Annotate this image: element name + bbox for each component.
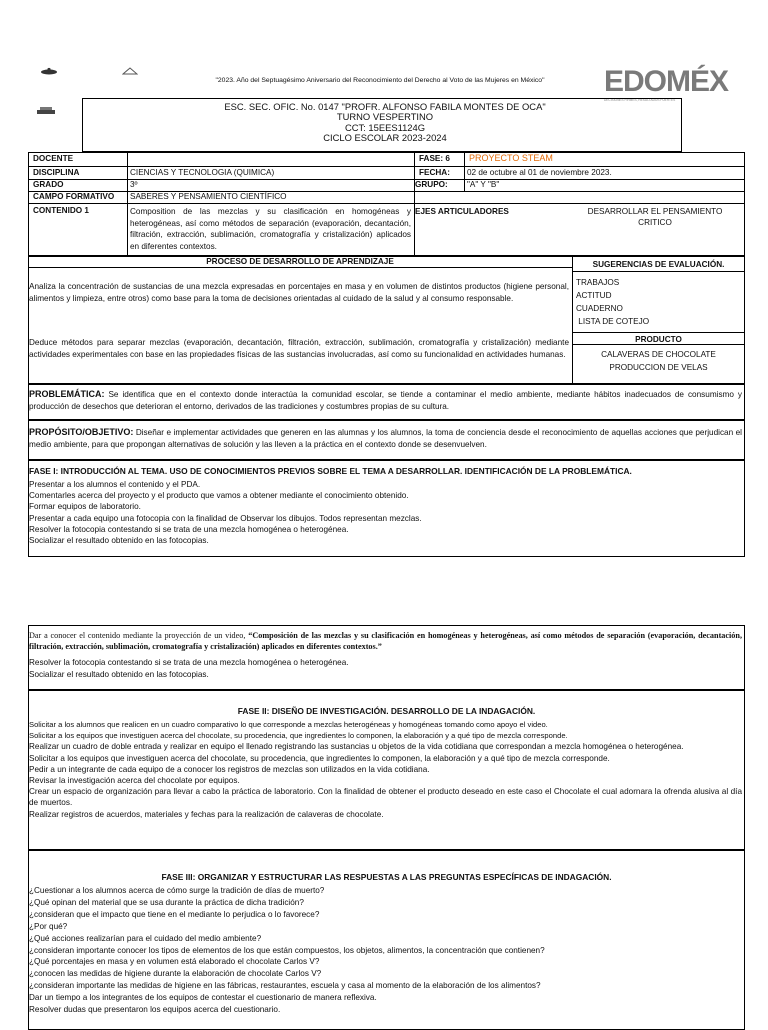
list-item: Revisar la investigación acerca del chocolate por equipos.	[29, 776, 240, 786]
list-item: Socializar el resultado obtenido en las fotocopias.	[29, 670, 209, 679]
school-shift: TURNO VESPERTINO	[336, 111, 434, 123]
list-item: Realizar registros de acuerdos, materiales y fechas para la realización de calaveras de chocolate.	[29, 809, 384, 819]
fase2-title: FASE II: DISEÑO DE INVESTIGACIÓN. DESARROLLO DE LA INDAGACIÓN.	[237, 706, 536, 716]
video-intro: Dar a conocer el contenido mediante la proyección de un video,	[29, 631, 249, 640]
fase3-list	[29, 885, 742, 1016]
contenido-label: CONTENIDO 1	[33, 206, 89, 215]
grado-value: 3º	[130, 180, 138, 189]
list-item: Comentarles acerca del proyecto y el producto que vamos a obtener mediante el conocimiento obtenido.	[29, 491, 409, 501]
fase1-title: FASE I: INTRODUCCIÓN AL TEMA. USO DE CONOCIMIENTOS PREVIOS SOBRE EL TEMA A DESARROLLAR. IDENTIFICACIÓN DE LA PROBLEMÁTICA.	[29, 466, 632, 476]
list-item: Socializar el resultado obtenido en las fotocopias.	[29, 536, 209, 546]
fase-label: FASE: 6	[419, 154, 450, 163]
list-item: Presentar a los alumnos el contenido y el PDA.	[29, 480, 201, 489]
docente-label: DOCENTE	[33, 154, 74, 163]
eagle-emblem-icon	[40, 62, 58, 70]
evaluacion-list	[576, 276, 741, 328]
school-name: ESC. SEC. OFIC. No. 0147 "PROFR. ALFONSO FABILA MONTES DE OCA"	[224, 101, 546, 112]
disciplina-label: DISCIPLINA	[33, 168, 80, 177]
continuation-list	[29, 657, 742, 681]
contenido-value: Composition de las mezclas y su clasificación en homogéneas y heterogéneas, así como métodos de separación (evaporación, decantación, filtración, extracción, sublimación, cromatografía y cristalización) aplicados en diferentes contextos.	[130, 207, 411, 251]
list-item: Resolver la fotocopia contestando si se trata de una mezcla homogénea o heterogénea.	[29, 658, 349, 667]
proposito-body: Diseñar e implementar actividades que generen en las alumnas y los alumnos, la toma de conciencia desde el reconocimiento de aquellas acciones que perjudican el medio ambiente, para que propongan alternativas de solución y las lleven a la práctica en el contexto donde se desenvuelven.	[29, 428, 742, 449]
disciplina-value: CIENCIAS Y TECNOLOGIA (QUIMICA)	[130, 168, 275, 177]
ejes-label: EJES ARTICULADORES	[415, 207, 509, 216]
producto-title: PRODUCTO	[635, 335, 682, 344]
list-item: ¿consideran que el impacto que tiene en el mediante lo perjudica o lo favorece?	[29, 909, 320, 919]
video-title: “Composición de las mezclas y su clasificación en homogéneas y heterogéneas, así como métodos de separación (evaporación, decantación, filtración, extracción, sublimación, cromatografía y cristalización) aplicados en diferentes contextos.”	[29, 631, 743, 652]
proyecto-steam: PROYECTO STEAM	[469, 153, 553, 163]
problematica-label: PROBLEMÁTICA:	[29, 389, 105, 399]
evaluacion-item: LISTA DE COTEJO	[576, 317, 650, 326]
producto-item: CALAVERAS DE CHOCOLATE	[601, 350, 716, 359]
list-item: ¿conocen las medidas de higiene durante la elaboración de chocolate Carlos V?	[29, 969, 322, 979]
fase3-title: FASE III: ORGANIZAR Y ESTRUCTURAR LAS RESPUESTAS A LAS PREGUNTAS ESPECÍFICAS DE INDAGACIÓN.	[161, 872, 612, 882]
list-item: Solicitar a los equipos que investiguen acerca del chocolate, su procedencia, que ingredientes lo componen, la elaboración y a qué tipo de mezcla corresponde.	[29, 753, 610, 763]
school-cct: CCT: 15EES1124G	[344, 121, 426, 133]
edomex-logo-tagline: DECISIONES FIRMES, RESULTADOS FUERTES	[604, 98, 676, 102]
list-item: Formar equipos de laboratorio.	[29, 502, 141, 512]
grupo-label: GRUPO:	[415, 180, 448, 189]
list-item: ¿Qué porcentajes en masa y en volumen está elaborado el chocolate Carlos V?	[29, 957, 320, 967]
list-item: Realizar un cuadro de doble entrada y realizar en equipo el llenado registrando las sustancias u objetos de la vida cotidiana que correspondan a mezcla homogénea o heterogénea.	[29, 742, 684, 752]
list-item: Resolver dudas que presentaron los equipos acerca del cuestionario.	[29, 1005, 281, 1015]
fecha-label: FECHA:	[419, 168, 450, 177]
list-item: Presentar a cada equipo una fotocopia con la finalidad de Observar los dibujos. Todos representan mezclas.	[29, 513, 422, 523]
fecha-value: 02 de octubre al 01 de noviembre 2023.	[467, 168, 612, 177]
list-item: Solicitar a los alumnos que realicen en un cuadro comparativo lo que corresponde a mezclas heterogéneas y homogéneas tomando como apoyo el video.	[29, 720, 548, 729]
school-cycle: CICLO ESCOLAR 2023-2024	[323, 131, 447, 143]
evaluacion-item: TRABAJOS	[576, 278, 620, 287]
list-item: ¿Por qué?	[29, 921, 68, 931]
list-item: Solicitar a los equipos que investiguen acerca del chocolate, su procedencia, que ingredientes lo componen, la elaboración y a qué tipo de mezcla corresponde.	[29, 731, 568, 741]
producto-list	[572, 348, 745, 374]
evaluacion-item: CUADERNO	[576, 304, 623, 313]
list-item: ¿Qué opinan del material que se usa durante la práctica de dicha tradición?	[29, 897, 304, 907]
list-item: Dar un tiempo a los integrantes de los equipos de contestar el cuestionario de manera reflexiva.	[29, 993, 377, 1003]
proceso-paragraph-1: Analiza la concentración de sustancias de una mezcla expresadas en porcentajes en masa y en volumen de distintos productos (higiene personal, alimentos y limpieza, entre otros) como base para la toma de decisiones orientadas al cuidado de la salud y al consumo responsable.	[29, 282, 569, 303]
proceso-paragraph-2: Deduce métodos para separar mezclas (evaporación, decantación, filtración, extracción, sublimación, cromatografía y cristalización) mediante actividades experimentales con base en las propiedades físicas de las sustancias involucradas, así como su funcionalidad en actividades humanas.	[29, 338, 569, 359]
continuation-intro	[29, 630, 742, 652]
list-item: ¿Qué acciones realizarían para el cuidado del medio ambiente?	[29, 933, 262, 943]
fase1-list	[29, 479, 742, 546]
building-emblem-icon	[36, 103, 56, 113]
evaluacion-title: SUGERENCIAS DE EVALUACIÓN.	[592, 260, 725, 269]
commemorative-quote: "2023. Año del Septuagésimo Aniversario del Reconocimiento del Derecho al Voto de las Mujeres en México"	[215, 77, 545, 84]
edomex-logo-text: EDOMÉX	[604, 65, 729, 98]
small-emblem-icon	[122, 62, 138, 70]
grado-label: GRADO	[33, 180, 64, 189]
proposito-label: PROPÓSITO/OBJETIVO:	[29, 427, 134, 437]
campo-label: CAMPO FORMATIVO	[33, 192, 115, 201]
grupo-value: "A" Y "B"	[467, 180, 500, 189]
fase2-list	[29, 719, 742, 820]
list-item: ¿consideran importante conocer los tipos de elementos de los que están compuestos, los objetos, alimentos, la concentración que contienen?	[29, 945, 545, 955]
campo-value: SABERES Y PENSAMIENTO CIENTÍFICO	[130, 192, 287, 201]
list-item: ¿consideran importante las medidas de higiene en las fábricas, restaurantes, escuela y casa al momento de la elaboración de los alimentos?	[29, 981, 541, 991]
proceso-title: PROCESO DE DESARROLLO DE APRENDIZAJE	[206, 257, 394, 266]
list-item: Pedir a un integrante de cada equipo de a conocer los registros de mezclas son utilizados en la vida cotidiana.	[29, 764, 430, 774]
problematica-body: Se identifica que en el contexto donde interactúa la comunidad escolar, se tiende a contaminar el medio ambiente, mediante hábitos inadecuados de consumismo y producción de desechos que deterioran el entorno, derivados de las tradiciones y costumbres propias de su cultura.	[29, 390, 742, 411]
school-header	[160, 102, 610, 143]
list-item: ¿Cuestionar a los alumnos acerca de cómo surge la tradición de días de muerto?	[29, 886, 325, 895]
evaluacion-item: ACTITUD	[576, 291, 612, 300]
proposito-text	[29, 427, 742, 450]
ejes-value: DESARROLLAR EL PENSAMIENTO CRITICO	[587, 207, 723, 227]
producto-item: PRODUCCION DE VELAS	[609, 363, 708, 372]
problematica-text	[29, 389, 742, 412]
list-item: Crear un espacio de organización para llevar a cabo la práctica de laboratorio. Con la finalidad de obtener el producto deseado en este caso el Chocolate el cual adornara la ofrenda alusiva al día de muertos.	[29, 787, 742, 808]
list-item: Resolver la fotocopia contestando si se trata de una mezcla homogénea o heterogénea.	[29, 524, 349, 534]
